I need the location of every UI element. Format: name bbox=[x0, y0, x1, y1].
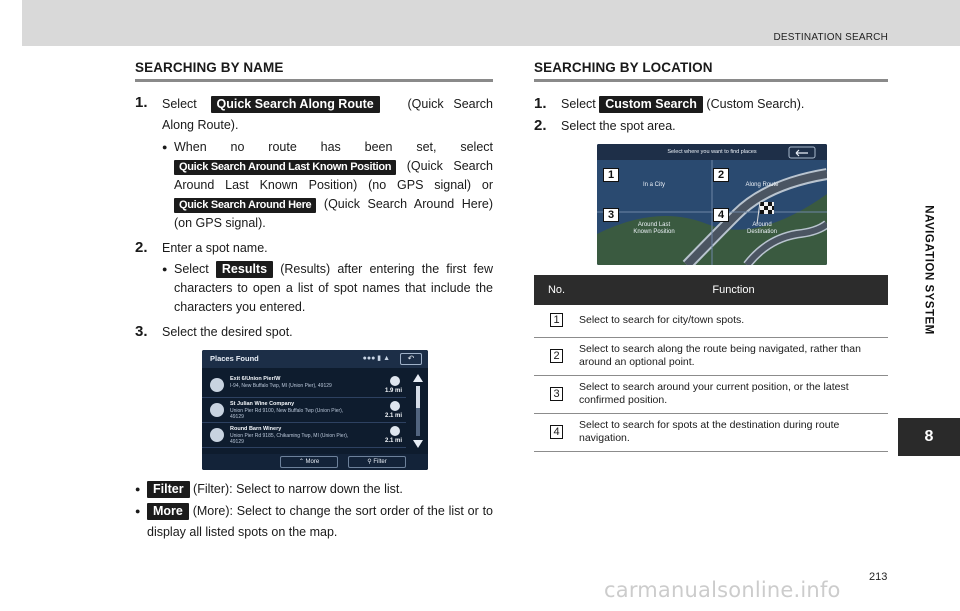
more-note: ● More (More): Select to change the sort order of the list or to display all listed spots on the map. bbox=[135, 501, 493, 543]
direction-arrow-icon bbox=[390, 426, 400, 436]
screen-title: Places Found bbox=[210, 354, 259, 363]
direction-arrow-icon bbox=[390, 401, 400, 411]
direction-arrow-icon bbox=[390, 376, 400, 386]
function-table bbox=[534, 275, 888, 452]
place-pin-icon bbox=[210, 403, 224, 417]
filter-button-label[interactable]: Filter bbox=[147, 481, 190, 498]
right-column bbox=[534, 60, 888, 452]
more-button-label[interactable]: More bbox=[147, 503, 189, 520]
search-icon: ⚲ bbox=[367, 459, 372, 465]
table-header-function: Function bbox=[579, 275, 888, 305]
custom-search-button[interactable]: Custom Search bbox=[599, 96, 703, 113]
callout-3: 3 bbox=[603, 208, 619, 222]
page-number: 213 bbox=[869, 571, 888, 583]
scrollbar[interactable] bbox=[412, 372, 424, 450]
chapter-number: 8 bbox=[898, 418, 960, 456]
area-in-a-city[interactable]: In a City bbox=[642, 182, 665, 188]
section-title-name: SEARCHING BY NAME bbox=[135, 60, 493, 82]
road-map-illustration bbox=[597, 144, 827, 265]
quick-search-along-route-button[interactable]: Quick Search Along Route bbox=[211, 96, 380, 113]
back-icon[interactable]: ↶ bbox=[400, 353, 422, 365]
table-header-no: No. bbox=[534, 275, 579, 305]
area-around-last-known[interactable]: Around Last Known Position bbox=[633, 222, 675, 235]
status-icons: ●●● ▮ ▲ bbox=[362, 355, 390, 362]
sidetab-label: NAVIGATION SYSTEM bbox=[923, 205, 936, 335]
places-found-screenshot bbox=[202, 350, 428, 470]
step-2: 2. Enter a spot name. ● Select Results (Results) after entering the first few characters to open a list of spot names that include the characters you entered. bbox=[135, 239, 493, 317]
chevron-up-icon: ⌃ bbox=[298, 459, 304, 465]
table-row: 1 Select to search for city/town spots. bbox=[534, 305, 888, 337]
section-title-location: SEARCHING BY LOCATION bbox=[534, 60, 888, 82]
table-row: 3 Select to search around your current position, or the latest confirmed position. bbox=[534, 375, 888, 413]
step-1-note: ● When no route has been set, select Quick Search Around Last Known Position (Quick Search Around Last Known Position) (no GPS signal) or Quick Search Around Here (Quick Search Around Here) (on GPS signal). bbox=[162, 138, 493, 233]
step-1: 1. Select Quick Search Along Route (Quick Search Along Route). ● When no route has been set, select Quick Search Around Last Known Position (Quick Search Around Last Known Position) (no GPS signal) or Quick Search Around Here (Quick Search Around Here) (on GPS signal). bbox=[135, 94, 493, 233]
list-item[interactable]: Round Barn Winery Union Pier Rd 9185, Chikaming Twp, MI (Union Pier), 49129 2.1 mi bbox=[202, 424, 406, 448]
callout-1: 1 bbox=[603, 168, 619, 182]
quick-search-around-here-button[interactable]: Quick Search Around Here bbox=[174, 198, 316, 213]
table-row: 4 Select to search for spots at the destination during route navigation. bbox=[534, 413, 888, 451]
step-1: 1. Select Custom Search (Custom Search). bbox=[534, 95, 805, 112]
place-pin-icon bbox=[210, 378, 224, 392]
quick-search-last-known-button[interactable]: Quick Search Around Last Known Position bbox=[174, 160, 396, 175]
area-around-destination[interactable]: Around Destination bbox=[746, 222, 778, 235]
callout-2: 2 bbox=[713, 168, 729, 182]
watermark: carmanualsonline.info bbox=[604, 578, 841, 602]
more-button[interactable]: ⌃ More bbox=[280, 456, 338, 468]
place-pin-icon bbox=[210, 428, 224, 442]
section-header: DESTINATION SEARCH bbox=[773, 32, 888, 43]
step-2: 2. Select the spot area. bbox=[534, 117, 676, 134]
custom-search-screenshot bbox=[597, 144, 827, 265]
table-row: 2 Select to search along the route being navigated, rather than around an optional point. bbox=[534, 337, 888, 375]
callout-4: 4 bbox=[713, 208, 729, 222]
list-item[interactable]: St Julian Wine Company Union Pier Rd 9100, New Buffalo Twp (Union Pier), 49129 2.1 mi bbox=[202, 399, 406, 423]
list-item[interactable]: Exit 6/Union Pier/W I-94, New Buffalo Twp, MI (Union Pier), 49129 1.9 mi bbox=[202, 374, 406, 398]
area-along-route[interactable]: Along Route bbox=[745, 182, 779, 188]
step-3: 3. Select the desired spot. bbox=[135, 323, 293, 340]
filter-note: ● Filter (Filter): Select to narrow down the list. bbox=[135, 479, 493, 500]
screen-title: Select where you want to find places bbox=[667, 149, 757, 155]
step-2-note: ● Select Results (Results) after entering the first few characters to open a list of spot names that include the characters you entered. bbox=[162, 260, 493, 317]
filter-button[interactable]: ⚲ Filter bbox=[348, 456, 406, 468]
left-column bbox=[135, 60, 493, 543]
results-button[interactable]: Results bbox=[216, 261, 273, 278]
